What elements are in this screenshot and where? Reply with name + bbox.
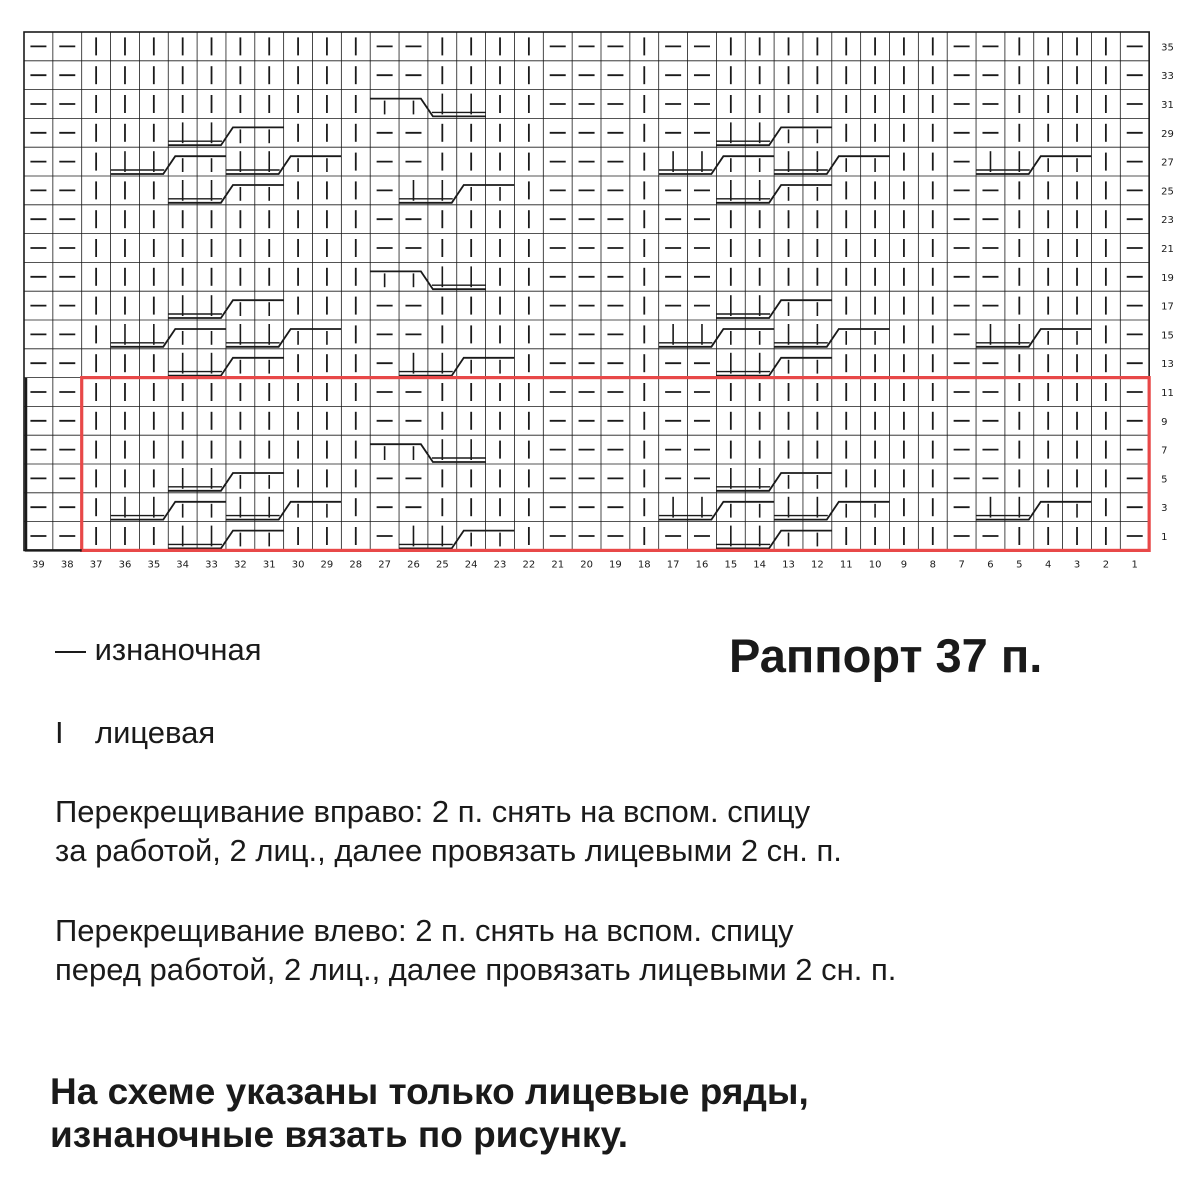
row-number: 9 — [1161, 416, 1168, 428]
row-number: 5 — [1161, 474, 1168, 486]
column-number: 7 — [958, 559, 965, 571]
column-number: 19 — [609, 559, 622, 571]
row-number: 25 — [1161, 186, 1174, 198]
legend-cable-left-line-1: Перекрещивание влево: 2 п. снять на вспом. спицу — [55, 913, 794, 948]
row-number: 33 — [1161, 71, 1174, 83]
column-number: 29 — [320, 559, 334, 571]
column-number: 28 — [349, 559, 363, 571]
column-number: 39 — [32, 559, 45, 571]
column-number: 1 — [1131, 559, 1138, 571]
column-number: 5 — [1016, 559, 1023, 571]
row-number: 3 — [1161, 503, 1168, 515]
column-number: 8 — [929, 559, 936, 571]
column-number: 22 — [522, 559, 536, 571]
legend-cable-left-line-2: перед работой, 2 лиц., далее провязать лицевыми 2 сн. п. — [55, 952, 897, 987]
column-number: 23 — [493, 559, 507, 571]
column-number: 30 — [291, 559, 305, 571]
row-number: 31 — [1161, 100, 1174, 111]
row-number: 15 — [1161, 330, 1174, 342]
column-number: 32 — [234, 559, 247, 571]
repeat-label: Раппорт 37 п. — [729, 629, 1043, 682]
column-number: 31 — [262, 559, 276, 571]
legend-knit-label: лицевая — [95, 715, 216, 750]
row-number: 23 — [1161, 215, 1174, 227]
legend-cable-right-line-2: за работой, 2 лиц., далее провязать лицевыми 2 сн. п. — [55, 833, 842, 868]
column-number: 35 — [147, 559, 161, 571]
note-line-1: На схеме указаны только лицевые ряды, — [50, 1071, 809, 1112]
row-number: 7 — [1161, 445, 1168, 457]
legend-knit — [55, 713, 215, 753]
column-number: 9 — [900, 559, 908, 571]
column-number: 38 — [60, 559, 74, 571]
column-number: 34 — [176, 559, 190, 571]
column-number: 16 — [695, 559, 709, 571]
row-number: 35 — [1161, 42, 1174, 54]
column-number: 27 — [378, 559, 391, 571]
column-number: 36 — [118, 559, 132, 571]
row-number: 1 — [1161, 532, 1168, 543]
row-number: 21 — [1161, 244, 1174, 255]
row-number: 19 — [1161, 272, 1174, 284]
legend-cable-right-line-1: Перекрещивание вправо: 2 п. снять на вспом. спицу — [55, 794, 811, 829]
column-number: 2 — [1102, 559, 1110, 571]
row-number: 29 — [1161, 128, 1174, 140]
note-line-2: изнаночные вязать по рисунку. — [50, 1114, 629, 1155]
column-number: 18 — [637, 559, 651, 571]
column-number: 25 — [435, 559, 449, 571]
column-number: 20 — [580, 559, 593, 571]
column-number: 11 — [839, 559, 853, 571]
row-number: 11 — [1161, 388, 1174, 399]
row-number: 13 — [1161, 359, 1174, 371]
row-number: 17 — [1161, 301, 1174, 313]
legend-purl: — изнаночная — [55, 632, 262, 667]
column-number: 15 — [724, 559, 738, 571]
column-number: 17 — [666, 559, 680, 571]
column-number: 37 — [89, 559, 103, 571]
row-number: 27 — [1161, 157, 1174, 169]
knit-symbol: I — [55, 715, 64, 750]
column-number: 21 — [551, 559, 565, 571]
column-number: 4 — [1044, 559, 1052, 571]
column-number: 26 — [407, 559, 420, 571]
column-number: 33 — [205, 559, 218, 571]
column-number: 3 — [1073, 559, 1081, 571]
column-number: 24 — [464, 559, 478, 571]
column-number: 10 — [868, 559, 882, 571]
column-number: 6 — [987, 559, 994, 571]
column-number: 12 — [811, 559, 824, 571]
column-number: 14 — [753, 559, 767, 571]
column-number: 13 — [782, 559, 795, 571]
